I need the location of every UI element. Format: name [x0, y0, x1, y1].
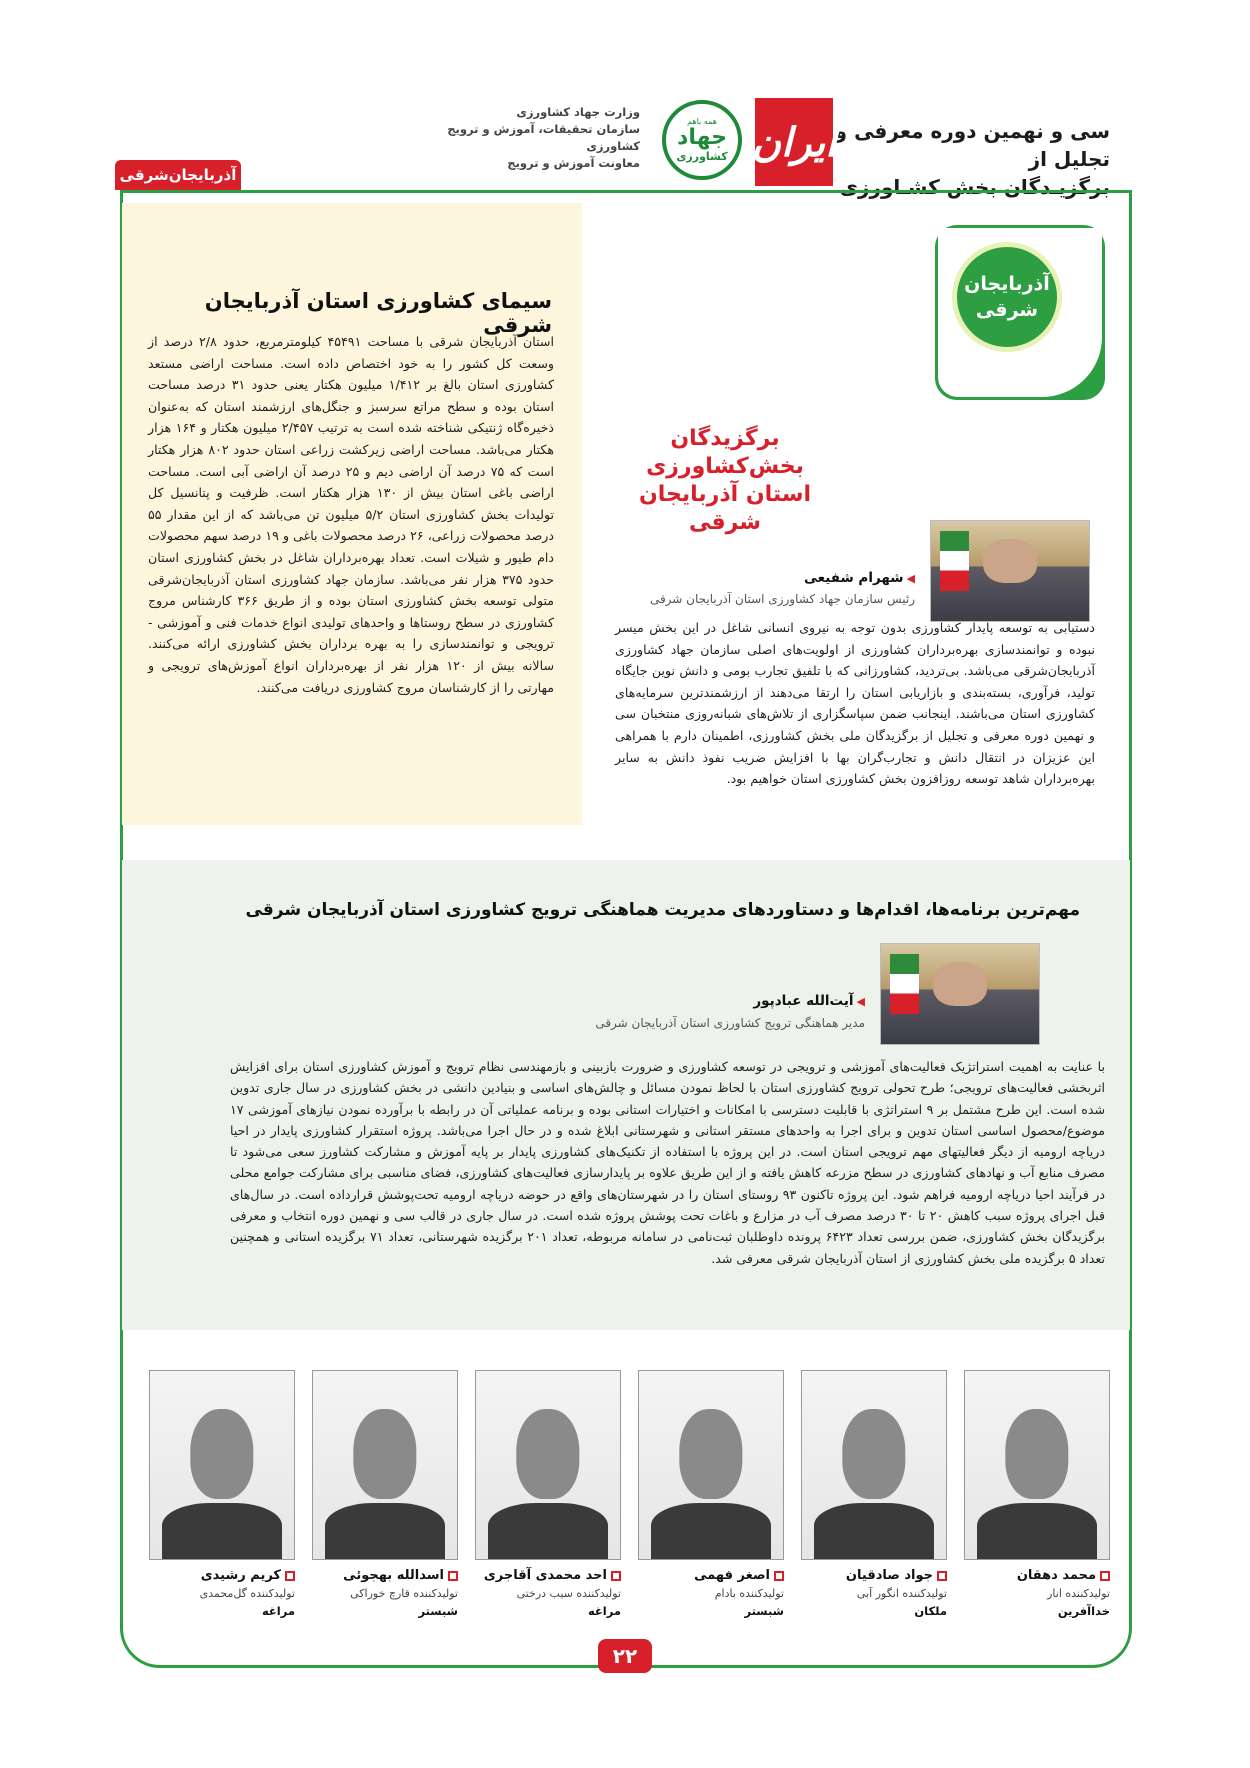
winner-card — [149, 1370, 295, 1618]
jahad-keshavarzi-logo — [662, 100, 742, 180]
winner-city: مراغه — [587, 1604, 621, 1618]
winner-photo — [638, 1370, 784, 1560]
ministry-info — [400, 104, 640, 172]
winner-city: ملکان — [914, 1604, 947, 1618]
iran-logo: ایران — [755, 98, 833, 186]
winner-name-text: جواد صادقیان — [845, 1568, 933, 1583]
winner-role: تولیدکننده قارچ خوراکی — [350, 1587, 458, 1600]
featured-heading — [605, 425, 845, 537]
manager-name — [665, 993, 865, 1009]
extension-section-body: با عنایت به اهمیت استراتژیک فعالیت‌های آموزشی و ترویجی در توسعه کشاورزی و ضرورت بازبینی و بازمهندسی نظام ترویج و آموزش کشاورزی استان برای افزایش اثربخشی فعالیت‌های ترویجی؛ طرح تحولی ترویج کشاورزی استان با لحاظ نمودن مسائل و چالش‌های اساسی و بنیادین دانشی در بخش کشاورزی در سال جاری تدوین شده است. این طرح مشتمل بر ۹ استراتژی با قابلیت دسترسی با امکانات و اختیارات استانی بوده و برنامه عملیاتی آن در رابطه با برآورده نمودن نیازهای آموزشی ۱۷ موضوع/محصول اساسی استان تدوین و برای اجرا به واحدهای مستقر استانی و شهرستانی ابلاغ شده و در حال اجرا می‌باشد. پروژه استقرار کشاورزی پایدار در احیا دریاچه ارومیه از دیگر فعالیتهای مهم ترویجی استان است. در این پروژه با استفاده از تکنیک‌های کشاورزی پایدار بر پایه آموزش و مشارکت کشاورز سعی می‌شود تا مصرف منابع آب و نهادهای کشاورزی در سطح مزرعه کاهش یافته و از این طریق علاوه بر پایدارسازی فعالیت‌های کشاورزی، فضای مناسبی برای مشارکت جوامع محلی در فرآیند احیا دریاچه ارومیه فراهم شود. این پروژه تاکنون ۹۳ روستای استان را در شهرستان‌های واقع در حوضه دریاچه ارومیه تحت‌پوشش قرارداده است. در سال‌های قبل اجرای پروژه سبب کاهش ۲۰ تا ۳۰ درصد مصرف آب در مزارع و باغات تحت پوشش پروژه شده است. در سال جاری در قالب سی و نهمین دوره انتخاب و معرفی برگزیدگان بخش کشاورزی، ضمن بررسی تعداد ۶۴۲۳ پرونده داوطلبان ثبت‌نامی در سامانه مربوطه، تعداد ۲۰۱ برگزیده شهرستانی، تعداد ۷۱ برگزیده استانی و همچنین تعداد ۵ برگزیده ملی بخش کشاورزی از استان آذربایجان شرقی معرفی شد. — [230, 1059, 1106, 1266]
badge-line1: آذربایجان — [964, 273, 1050, 295]
winner-name — [801, 1568, 947, 1583]
winner-city: مراغه — [261, 1604, 295, 1618]
square-bullet-icon — [1100, 1571, 1110, 1581]
photo-head — [353, 1409, 416, 1499]
winner-photo — [312, 1370, 458, 1560]
ministry-line: وزارت جهاد کشاورزی — [516, 105, 640, 119]
ministry-line: معاونت آموزش و ترویج — [507, 156, 640, 170]
overview-title: سیمای کشاورزی استان آذربایجان شرقی — [204, 289, 552, 337]
director-name-text: شهرام شفیعی — [803, 570, 904, 586]
director-statement: دستیابی به توسعه پایدار کشاورزی بدون توجه به نیروی انسانی شاغل در این بخش میسر نبوده و توانمندسازی بهره‌برداران کشاورزی از اولویت‌های اصلی سازمان جهاد کشاورزی آذربایجان‌شرقی می‌باشد. بی‌تردید، کشاورزانی که با تلفیق تجارب بومی و دانش نوین جایگاه تولید، فرآوری، بسته‌بندی و بازاریابی استان را ارتقا می‌دهند از ارزشمندترین سرمایه‌های کشاورزی استان می‌باشند. اینجانب ضمن سپاسگزاری از تلاش‌های شبانه‌روزی منتخبان سی و نهمین دوره معرفی و تجلیل از برگزیدگان ملی بخش کشاورزی، اطمینان دارم با همراهی این عزیزان در انتقال دانش و تجارب‌گران بها با افزایش ضریب نفوذ دانش به سایر بهره‌برداران شاهد توسعه روزافزون بخش کشاورزی استان خواهیم بود. — [615, 620, 1095, 787]
photo-shoulders — [162, 1503, 283, 1559]
winner-name — [312, 1568, 458, 1583]
winner-name — [638, 1568, 784, 1583]
featured-heading-line: برگزیدگان — [670, 426, 780, 451]
winner-name — [149, 1568, 295, 1583]
manager-role: مدیر هماهنگی ترویج کشاورزی استان آذربایجان شرقی — [595, 1016, 865, 1030]
manager-photo — [880, 943, 1040, 1045]
square-bullet-icon — [774, 1571, 784, 1581]
province-tab: آذربایجان‌شرقی — [115, 160, 241, 190]
triangle-marker-icon: ◀ — [906, 572, 915, 585]
winner-role: تولیدکننده انار — [1047, 1587, 1110, 1600]
winner-name-text: اسدالله بهجوئی — [343, 1568, 444, 1583]
photo-head — [190, 1409, 253, 1499]
photo-head — [1005, 1409, 1068, 1499]
iran-flag — [940, 531, 968, 591]
winner-photo — [149, 1370, 295, 1560]
overview-body: استان آذربایجان شرقی با مساحت ۴۵۴۹۱ کیلومترمربع، حدود ۲/۸ درصد از وسعت کل کشور را به خود اختصاص داده است. مساحت اراضی مستعد کشاورزی استان بالغ بر ۱/۴۱۲ میلیون هکتار یعنی حدود ۳۱ درصد مساحت استان بوده و سطح مراتع سرسبز و جنگل‌های ارزشمند استان که به‌عنوان ذخیره‌گاه ژنتیکی شناخته شده است به ترتیب ۲/۴۵۷ میلیون هکتار و ۱۶۴ هزار هکتار می‌باشد. مساحت اراضی زیرکشت زراعی استان حدود ۸۰۲ هزار هکتار است که ۷۵ درصد آن اراضی دیم و ۲۵ درصد آن اراضی آبی است. مساحت اراضی باغی استان بیش از ۱۳۰ هزار هکتار است. ظرفیت و پتانسیل کل تولیدات بخش کشاورزی استان ۵/۲ میلیون تن می‌باشد که از این مقدار ۵۵ درصد محصولات زراعی، ۲۶ درصد محصولات باغی و ۱۹ درصد سهم محصولات دام طیور و شیلات است. تعداد بهره‌برداران شاغل در بخش کشاورزی استان حدود ۳۷۵ هزار نفر می‌باشد. سازمان جهاد کشاورزی استان آذربایجان‌شرقی متولی توسعه بخش کشاورزی استان بوده و از طریق ۳۶۶ کارشناس مروج کشاورزی در سطح روستاها و واحدهای تولیدی انواع خدمات فنی و آموزشی - ترویجی و توانمندسازی را به بهره برداران بخش کشاورزی ارائه می‌کنند. سالانه بیش از ۱۲۰ هزار نفر از بهره‌برداران انواع آموزش‌های ترویجی و مهارتی را از کارشناسان مروج کشاورزی دریافت می‌کنند. — [148, 334, 555, 695]
winner-name — [475, 1568, 621, 1583]
winner-photo — [475, 1370, 621, 1560]
winner-city: شبستر — [418, 1604, 458, 1618]
winner-role: تولیدکننده انگور آبی — [856, 1587, 947, 1600]
featured-heading-line: بخش‌کشاورزی — [646, 454, 804, 479]
winner-card — [964, 1370, 1110, 1618]
jahad-logo-main: جهاد — [677, 125, 727, 150]
page-number: ۲۲ — [598, 1639, 652, 1673]
triangle-marker-icon: ◀ — [856, 995, 865, 1008]
winner-card — [638, 1370, 784, 1618]
badge-line2: شرقی — [975, 299, 1039, 321]
photo-shoulders — [651, 1503, 772, 1559]
winner-name-text: کریم رشیدی — [200, 1568, 281, 1583]
portrait-face — [933, 962, 987, 1006]
ministry-line: سازمان تحقیقات، آموزش و ترویج کشاورزی — [447, 122, 640, 153]
winner-name-text: احد محمدی آقاجری — [483, 1568, 607, 1583]
jahad-logo-bottom: کشاورزی — [676, 150, 728, 163]
square-bullet-icon — [285, 1571, 295, 1581]
winner-photo — [964, 1370, 1110, 1560]
winner-card — [801, 1370, 947, 1618]
square-bullet-icon — [448, 1571, 458, 1581]
director-name — [735, 570, 915, 586]
portrait-face — [983, 539, 1037, 583]
director-role: رئیس سازمان جهاد کشاورزی استان آذربایجان شرقی — [649, 592, 915, 606]
province-badge — [952, 242, 1062, 352]
winners-row — [145, 1370, 1110, 1630]
winner-name-text: محمد دهقان — [1016, 1568, 1096, 1583]
extension-section-title: مهم‌ترین برنامه‌ها، اقدام‌ها و دستاوردهای مدیریت هماهنگی ترویج کشاورزی استان آذربایجان شرقی — [245, 900, 1080, 920]
province-overview-box — [122, 203, 582, 825]
winner-role: تولیدکننده سیب درختی — [516, 1587, 621, 1600]
winner-city: شبستر — [744, 1604, 784, 1618]
photo-head — [516, 1409, 579, 1499]
iran-flag — [890, 954, 918, 1014]
winner-role: تولیدکننده گل‌محمدی — [199, 1587, 295, 1600]
photo-shoulders — [325, 1503, 446, 1559]
featured-heading-line: استان آذربایجان شرقی — [638, 482, 812, 535]
square-bullet-icon — [611, 1571, 621, 1581]
winner-card — [475, 1370, 621, 1618]
director-photo — [930, 520, 1090, 622]
winner-photo — [801, 1370, 947, 1560]
photo-shoulders — [488, 1503, 609, 1559]
jahad-logo-top: همه باهم — [687, 117, 717, 126]
photo-head — [679, 1409, 742, 1499]
winner-name — [964, 1568, 1110, 1583]
photo-head — [842, 1409, 905, 1499]
winner-name-text: اصغر فهمی — [694, 1568, 770, 1583]
winner-role: تولیدکننده بادام — [714, 1587, 784, 1600]
photo-shoulders — [814, 1503, 935, 1559]
header-title — [820, 117, 1110, 201]
header-title-line1: سی و نهمین دوره معرفی و تجلیل از — [834, 119, 1110, 171]
square-bullet-icon — [937, 1571, 947, 1581]
header-title-line2: برگزیـدگان بخش کشـاورزی — [839, 175, 1110, 199]
winner-card — [312, 1370, 458, 1618]
photo-shoulders — [977, 1503, 1098, 1559]
manager-name-text: آیت‌الله عبادپور — [753, 993, 854, 1009]
winner-city: خداآفرین — [1057, 1604, 1110, 1618]
